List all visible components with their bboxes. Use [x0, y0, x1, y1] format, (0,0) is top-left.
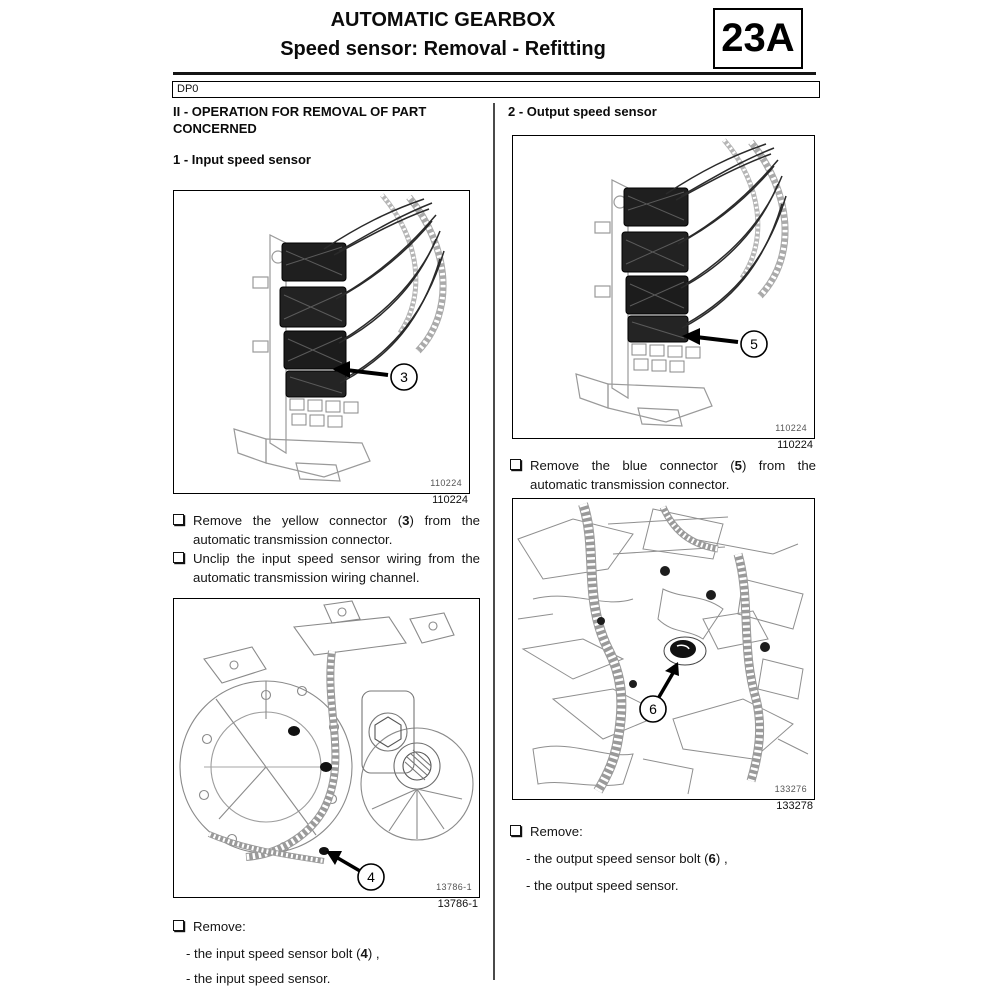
step-text-pre: Remove the blue connector (	[530, 458, 735, 473]
connector-contact-grid	[290, 399, 358, 427]
step-unclip-wiring	[173, 549, 480, 587]
header-rule	[173, 72, 816, 75]
checkbox-bullet-icon	[510, 825, 521, 836]
remove-item-sensor	[526, 876, 816, 895]
figure-ref-inside: 133276	[774, 784, 807, 794]
step-callout-ref: 3	[402, 513, 410, 528]
bolt-marker	[320, 762, 332, 772]
figure-gearbox-input-sensor	[173, 598, 480, 898]
callout-number: 3	[400, 369, 408, 385]
callout-number: 6	[649, 701, 657, 717]
figure-ref-below: 13786-1	[437, 898, 478, 910]
remove-heading: Remove:	[530, 824, 583, 839]
step-text	[193, 511, 480, 549]
column-divider	[493, 103, 495, 980]
item-text-post: ) ,	[367, 946, 380, 961]
differential-bell	[361, 728, 473, 840]
step-remove-list	[510, 822, 816, 841]
callout-number: 5	[750, 336, 758, 352]
step-callout-ref: 5	[734, 458, 742, 473]
checkbox-bullet-icon	[510, 459, 521, 470]
subsection-input-speed-sensor: 1 - Input speed sensor	[173, 152, 311, 167]
step-remove-yellow-connector	[173, 511, 480, 549]
step-text-post: ) from the automatic transmission connector.	[530, 458, 816, 492]
page-header	[173, 6, 713, 64]
item-callout-ref: 4	[360, 946, 368, 961]
checkbox-bullet-icon	[173, 552, 184, 563]
connector-blocks	[280, 243, 346, 397]
step-text	[530, 456, 816, 494]
chapter-code: 23A	[721, 16, 795, 60]
step-remove-blue-connector	[510, 456, 816, 494]
item-text-post: ) ,	[715, 851, 728, 866]
gearbox-code-box	[172, 81, 820, 98]
gearbox-code: DP0	[177, 83, 199, 95]
figure-ref-below: 110224	[777, 439, 813, 451]
callout-arrow	[326, 851, 360, 871]
figure-ref-inside: 110224	[430, 478, 462, 488]
item-text-pre: - the output speed sensor bolt (	[526, 851, 709, 866]
connector-illustration	[513, 136, 812, 436]
item-callout-ref: 6	[708, 851, 716, 866]
figure-output-connector	[512, 135, 815, 439]
figure-ref-below: 110224	[432, 494, 468, 506]
oil-cooler	[362, 691, 414, 773]
connector-illustration	[174, 191, 467, 491]
figure-input-connector	[173, 190, 470, 494]
page-title: AUTOMATIC GEARBOX	[330, 9, 556, 31]
step-text-post: ) from the automatic transmission connector.	[193, 513, 480, 547]
callout-number: 4	[367, 869, 375, 885]
subsection-output-speed-sensor: 2 - Output speed sensor	[508, 104, 657, 119]
connector-contact-grid	[632, 344, 700, 372]
remove-item-bolt	[186, 944, 476, 963]
output-speed-sensor	[664, 637, 706, 665]
step-text-pre: Remove the yellow connector (	[193, 513, 403, 528]
bolt-marker	[288, 726, 300, 736]
remove-item-bolt	[526, 849, 816, 868]
checkbox-bullet-icon	[173, 514, 184, 525]
figure-ref-below: 133278	[776, 800, 813, 812]
callout-arrow	[682, 328, 738, 345]
remove-heading: Remove:	[193, 919, 246, 934]
callout-arrow	[659, 662, 679, 697]
item-text: - the output speed sensor.	[526, 878, 679, 893]
engine-bay-illustration	[513, 499, 812, 797]
chapter-code-box	[713, 8, 803, 69]
section-heading-removal: II - OPERATION FOR REMOVAL OF PART CONCERNED	[173, 104, 427, 136]
figure-engine-output-sensor	[512, 498, 815, 800]
step-text: Unclip the input speed sensor wiring from the automatic transmission wiring channel.	[193, 551, 480, 585]
remove-item-sensor	[186, 969, 476, 987]
gearbox-illustration	[174, 599, 477, 895]
figure-ref-inside: 13786-1	[436, 882, 472, 892]
item-text-pre: - the input speed sensor bolt (	[186, 946, 361, 961]
page-subtitle: Speed sensor: Removal - Refitting	[280, 38, 606, 60]
checkbox-bullet-icon	[173, 920, 184, 931]
step-remove-list	[173, 917, 480, 936]
figure-ref-inside: 110224	[775, 423, 807, 433]
item-text: - the input speed sensor.	[186, 971, 331, 986]
connector-blocks	[622, 188, 688, 342]
sensor-wiring-harness	[209, 651, 335, 861]
